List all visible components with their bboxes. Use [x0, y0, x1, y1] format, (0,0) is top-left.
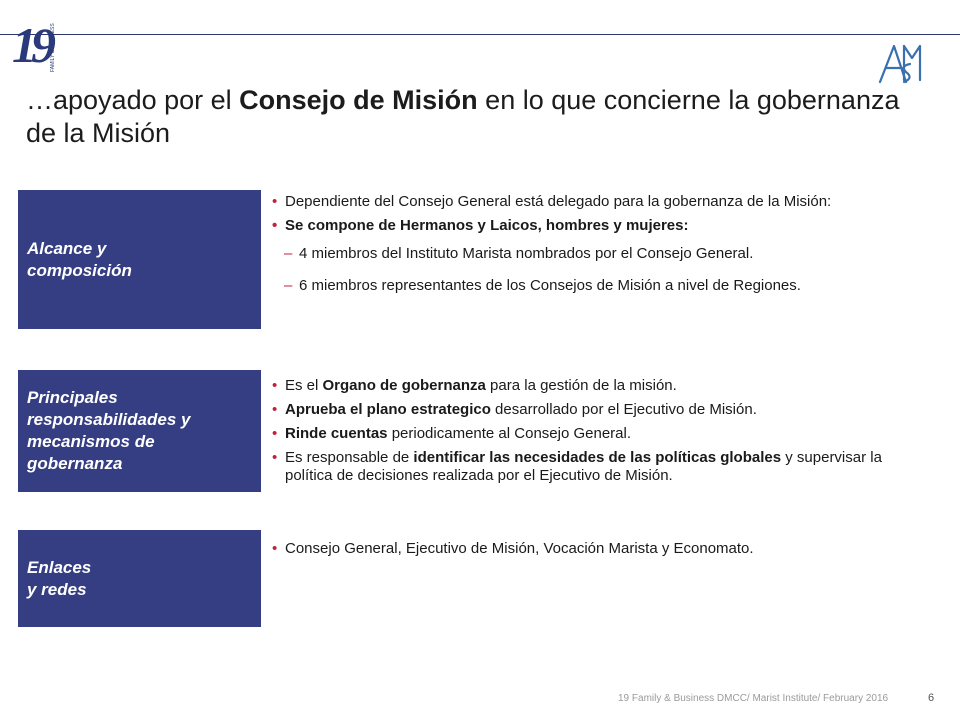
sub-bullet-text: 6 miembros representantes de los Consejos de Misión a nivel de Regiones. [299, 277, 801, 294]
section-content-alcance [272, 193, 932, 301]
label-line: mecanismos de [27, 432, 155, 451]
bullet-bold: Organo de gobernanza [322, 377, 486, 394]
bullet-text: y supervisar la política de decisiones realizada por el Ejecutivo de Misión. [285, 449, 882, 484]
label-line: y redes [27, 579, 87, 599]
bullet-text: Dependiente del Consejo General está delegado para la gobernanza de la Misión: [285, 193, 832, 210]
page-number: 6 [928, 692, 935, 704]
bullet-text: Es responsable de [285, 449, 414, 466]
label-line: Alcance y [27, 238, 107, 258]
sub-bullet-item: – 4 miembros del Instituto Marista nombrados por el Consejo General. [284, 245, 754, 262]
bullet-text: periodicamente al Consejo General. [387, 425, 632, 442]
title-bold: Consejo de Misión [239, 85, 478, 115]
company-logo [12, 17, 58, 76]
bullet-text: desarrollado por el Ejecutivo de Misión. [490, 401, 757, 418]
bullet-item: • Es responsable de identificar las necesidades de las políticas globales y supervisar la política de decisiones realizada por el Ejecutivo de Misión. [272, 449, 882, 484]
bullet-item: • Aprueba el plano estrategico desarrollado por el Ejecutivo de Misión. [272, 401, 757, 418]
logo-subtext: FAMILY & BUSINESS [50, 23, 56, 72]
bullet-bold: Aprueba el plano estrategico [285, 401, 491, 418]
label-line: Principales [27, 388, 118, 407]
title-pre: …apoyado por el [26, 85, 240, 115]
bullet-text: Se compone de Hermanos y Laicos, hombres y mujeres: [285, 217, 689, 234]
bullet-item: • Rinde cuentas periodicamente al Consejo General. [272, 425, 632, 442]
bullet-bold: identificar las necesidades de las políticas globales [413, 449, 782, 466]
header-rule [0, 34, 960, 35]
sub-bullet-item: – 6 miembros representantes de los Consejos de Misión a nivel de Regiones. [284, 277, 801, 294]
sub-bullet-text: 4 miembros del Instituto Marista nombrados por el Consejo General. [299, 245, 754, 262]
marist-logo-icon [876, 40, 928, 84]
bullet-item: • Se compone de Hermanos y Laicos, hombres y mujeres: [272, 217, 689, 234]
section-content-responsabilidades [272, 377, 932, 491]
bullet-text: Es el [285, 377, 323, 394]
section-label-responsabilidades [18, 370, 261, 492]
section-label-enlaces [18, 530, 261, 627]
bullet-text: Consejo General, Ejecutivo de Misión, Vocación Marista y Economato. [285, 540, 754, 557]
bullet-item: • Es el Organo de gobernanza para la gestión de la misión. [272, 377, 677, 394]
section-content-enlaces [272, 540, 932, 564]
bullet-bold: Rinde cuentas [285, 425, 388, 442]
section-label-alcance [18, 190, 261, 329]
label-line: composición [27, 260, 132, 280]
label-line: responsabilidades y [27, 410, 191, 429]
label-line: Enlaces [27, 557, 92, 577]
footer-text: 19 Family & Business DMCC/ Marist Institute/ February 2016 [618, 693, 889, 704]
bullet-text: para la gestión de la misión. [485, 377, 677, 394]
logo-numeral: 19 [12, 17, 50, 73]
bullet-item: • Dependiente del Consejo General está delegado para la gobernanza de la Misión: [272, 193, 832, 210]
label-line: gobernanza [27, 454, 123, 473]
bullet-item: • Consejo General, Ejecutivo de Misión, Vocación Marista y Economato. [272, 540, 754, 557]
title-post: en lo que concierne la gobernanza de la Misión [26, 85, 900, 148]
page-title [26, 84, 926, 150]
